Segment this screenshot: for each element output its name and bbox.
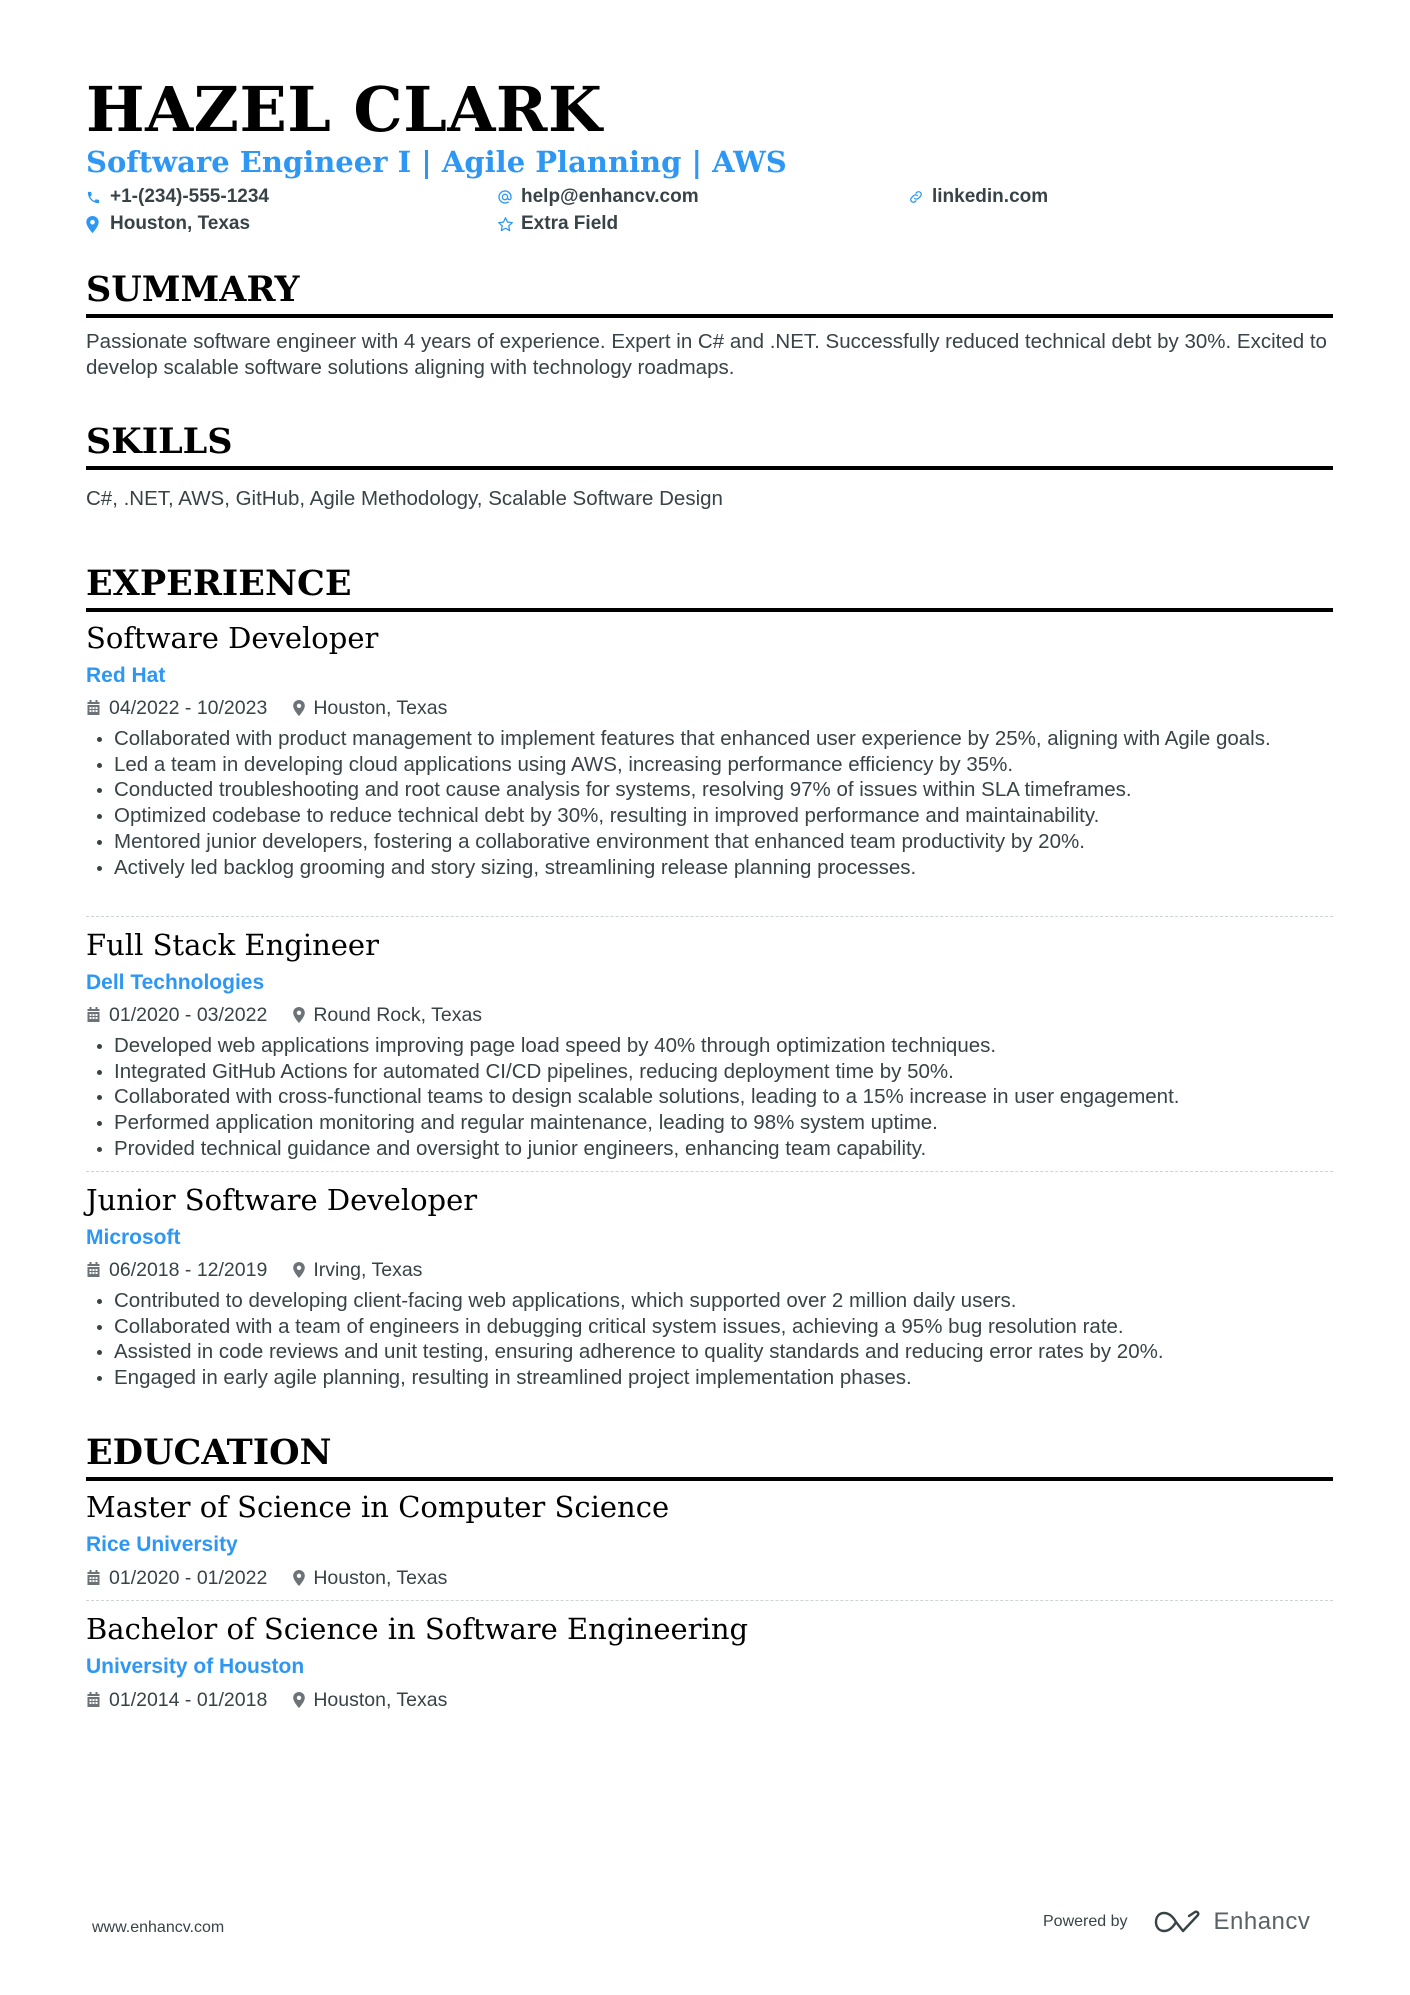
star-icon (497, 216, 517, 233)
bullet-item: Contributed to developing client-facing web applications, which supported over 2 million daily users. (86, 1288, 1333, 1314)
enhancv-logo-icon (1154, 1909, 1202, 1935)
education-meta (86, 1687, 447, 1713)
job-location: Houston, Texas (313, 697, 448, 719)
location-pin-icon (86, 216, 106, 233)
contact-linkedin-text: linkedin.com (932, 186, 1049, 207)
job-bullets (86, 726, 1333, 880)
bullet-item: Developed web applications improving page load speed by 40% through optimization techniques. (86, 1033, 1333, 1059)
contact-extra-field (497, 211, 618, 237)
footer-website-link[interactable]: www.enhancv.com (92, 1919, 225, 1936)
contact-email-text: help@enhancv.com (521, 186, 699, 207)
candidate-title: Software Engineer I | Agile Planning | AWS (86, 145, 787, 179)
link-icon (908, 189, 928, 205)
bullet-item: Mentored junior developers, fostering a collaborative environment that enhanced team productivity by 20%. (86, 829, 1333, 855)
candidate-name: HAZEL CLARK (86, 73, 603, 146)
job-meta (86, 1002, 482, 1028)
location-pin-icon (293, 700, 305, 716)
footer-powered-by[interactable] (1043, 1908, 1310, 1936)
bullet-item: Led a team in developing cloud applications using AWS, increasing performance efficiency by 35%. (86, 752, 1333, 778)
job-title: Full Stack Engineer (86, 928, 379, 962)
calendar-icon (86, 1007, 101, 1023)
bullet-item: Integrated GitHub Actions for automated CI/CD pipelines, reducing deployment time by 50%. (86, 1059, 1333, 1085)
contact-phone-text: +1-(234)-555-1234 (110, 186, 269, 207)
job-meta (86, 695, 447, 721)
contact-email[interactable] (497, 184, 699, 210)
education-location: Houston, Texas (313, 1689, 448, 1711)
education-location: Houston, Texas (313, 1567, 448, 1589)
job-dates: 04/2022 - 10/2023 (109, 697, 268, 719)
job-company: Dell Technologies (86, 971, 265, 994)
location-pin-icon (293, 1692, 305, 1708)
bullet-item: Collaborated with a team of engineers in debugging critical system issues, achieving a 95% bug resolution rate. (86, 1314, 1333, 1340)
bullet-item: Engaged in early agile planning, resulting in streamlined project implementation phases. (86, 1365, 1333, 1391)
brand-name: Enhancv (1213, 1908, 1311, 1935)
bullet-item: Optimized codebase to reduce technical debt by 30%, resulting in improved performance and maintainability. (86, 803, 1333, 829)
location-pin-icon (293, 1570, 305, 1586)
calendar-icon (86, 1262, 101, 1278)
job-meta (86, 1257, 422, 1283)
contact-location (86, 211, 250, 237)
job-company: Microsoft (86, 1226, 181, 1249)
entry-divider (86, 916, 1333, 917)
education-dates: 01/2014 - 01/2018 (109, 1689, 268, 1711)
at-icon (497, 189, 517, 205)
section-heading-summary: SUMMARY (86, 268, 1333, 318)
section-heading-experience: EXPERIENCE (86, 562, 1333, 612)
education-dates: 01/2020 - 01/2022 (109, 1567, 268, 1589)
education-meta (86, 1565, 447, 1591)
education-school: Rice University (86, 1533, 238, 1556)
bullet-item: Collaborated with product management to implement features that enhanced user experience by 25%, aligning with Agile goals. (86, 726, 1333, 752)
job-title: Junior Software Developer (86, 1183, 478, 1217)
contact-linkedin[interactable] (908, 184, 1048, 210)
section-heading-education: EDUCATION (86, 1431, 1333, 1481)
phone-icon (86, 190, 106, 205)
bullet-item: Assisted in code reviews and unit testing, ensuring adherence to quality standards and reducing error rates by 20%. (86, 1339, 1333, 1365)
job-dates: 01/2020 - 03/2022 (109, 1004, 268, 1026)
entry-divider (86, 1600, 1333, 1601)
bullet-item: Performed application monitoring and regular maintenance, leading to 98% system uptime. (86, 1110, 1333, 1136)
section-heading-skills: SKILLS (86, 420, 1333, 470)
bullet-item: Conducted troubleshooting and root cause analysis for systems, resolving 97% of issues within SLA timeframes. (86, 777, 1333, 803)
summary-text: Passionate software engineer with 4 years of experience. Expert in C# and .NET. Successfully reduced technical debt by 30%. Excited to develop scalable software solutions aligning with technology roadmaps. (86, 330, 1327, 379)
enhancv-logo (1154, 1908, 1311, 1936)
job-bullets (86, 1033, 1333, 1162)
job-title: Software Developer (86, 621, 379, 655)
job-company: Red Hat (86, 664, 166, 687)
bullet-item: Provided technical guidance and oversight to junior engineers, enhancing team capability. (86, 1136, 1333, 1162)
calendar-icon (86, 1570, 101, 1586)
powered-by-label: Powered by (1043, 1913, 1128, 1930)
contact-phone[interactable] (86, 184, 269, 210)
location-pin-icon (293, 1007, 305, 1023)
job-dates: 06/2018 - 12/2019 (109, 1259, 268, 1281)
job-bullets (86, 1288, 1333, 1391)
calendar-icon (86, 700, 101, 716)
education-school: University of Houston (86, 1655, 305, 1678)
job-location: Irving, Texas (313, 1259, 423, 1281)
job-location: Round Rock, Texas (313, 1004, 483, 1026)
entry-divider (86, 1171, 1333, 1172)
education-degree: Master of Science in Computer Science (86, 1490, 670, 1524)
contact-extra-field-text: Extra Field (521, 213, 619, 234)
contact-location-text: Houston, Texas (110, 213, 251, 234)
location-pin-icon (293, 1262, 305, 1278)
bullet-item: Collaborated with cross-functional teams to design scalable solutions, leading to a 15% increase in user engagement. (86, 1084, 1333, 1110)
bullet-item: Actively led backlog grooming and story sizing, streamlining release planning processes. (86, 855, 1333, 881)
calendar-icon (86, 1692, 101, 1708)
education-degree: Bachelor of Science in Software Engineering (86, 1612, 749, 1646)
skills-text: C#, .NET, AWS, GitHub, Agile Methodology, Scalable Software Design (86, 487, 723, 510)
